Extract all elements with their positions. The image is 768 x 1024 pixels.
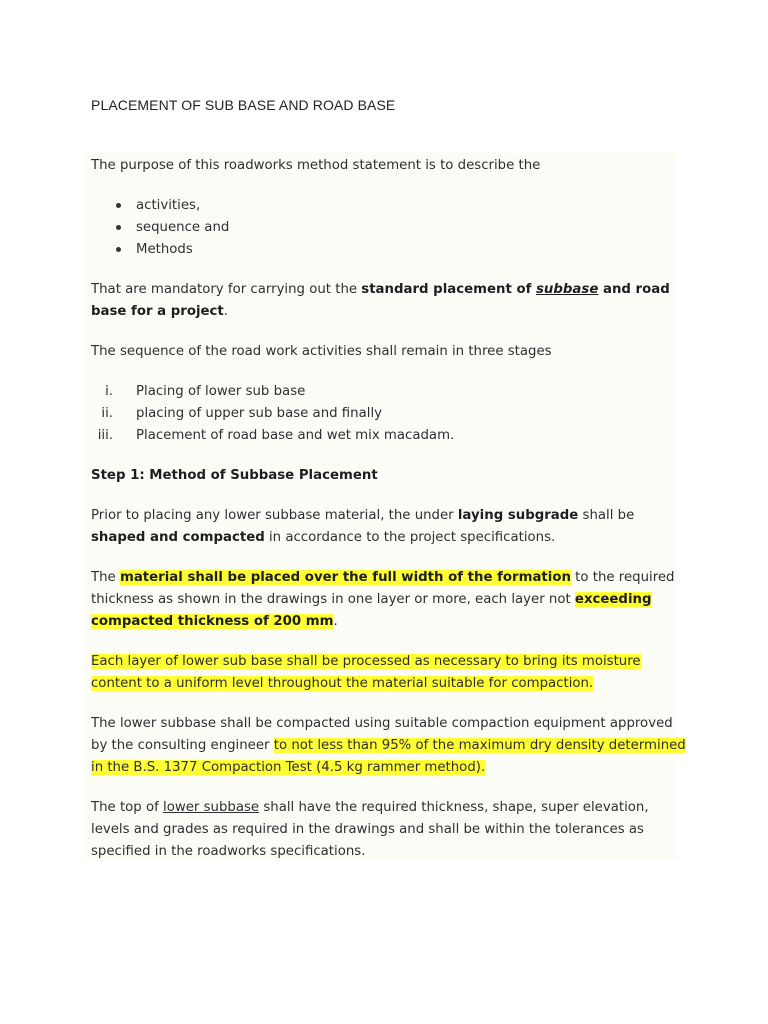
step1-heading-text: Step 1: Method of Subbase Placement bbox=[91, 468, 378, 483]
list-text: Placement of road base and wet mix macadam. bbox=[136, 428, 455, 443]
emphasis-run: subbase bbox=[536, 282, 599, 297]
highlighted-bold-run: material shall be placed over the full width of the formation bbox=[119, 570, 571, 585]
bold-run: standard placement of bbox=[361, 282, 537, 297]
list-item bbox=[91, 425, 691, 447]
compaction-paragraph bbox=[91, 713, 691, 779]
list-item bbox=[91, 403, 691, 425]
intro-paragraph: The purpose of this roadworks method statement is to describe the bbox=[91, 158, 541, 173]
text-run: shall have the required thickness, shape, super elevation, levels and grades as required in the drawings and shall be within the tolerances as specified in the roadworks specifications. bbox=[91, 800, 649, 859]
prior-paragraph bbox=[91, 505, 691, 549]
list-item bbox=[91, 381, 691, 403]
text-run: . bbox=[333, 614, 338, 629]
list-item: Methods bbox=[91, 239, 691, 261]
highlighted-bold-run: exceeding compacted thickness of 200 mm bbox=[91, 592, 652, 629]
mandatory-paragraph bbox=[91, 279, 691, 323]
text-run: The lower subbase shall be compacted using suitable compaction equipment approved by the consulting engineer bbox=[91, 716, 673, 753]
bold-run: laying subgrade bbox=[457, 508, 579, 523]
text-run: That are mandatory for carrying out the bbox=[91, 282, 362, 297]
list-number: i. bbox=[105, 384, 113, 399]
document-content bbox=[91, 95, 691, 863]
list-number: ii. bbox=[101, 406, 113, 421]
text-run: The top of bbox=[91, 800, 164, 815]
bold-run: shaped and compacted bbox=[91, 530, 265, 545]
text-run: shall be bbox=[578, 508, 635, 523]
list-item: activities, bbox=[91, 195, 691, 217]
step1-heading bbox=[91, 465, 691, 487]
activities-list bbox=[91, 195, 691, 261]
bold-run: and road base for a project bbox=[91, 282, 670, 319]
text-run: to the required thickness as shown in the drawings in one layer or more, each layer not bbox=[91, 570, 675, 607]
list-item: sequence and bbox=[91, 217, 691, 239]
stages-list bbox=[91, 381, 691, 447]
highlighted-run: Each layer of lower sub base shall be processed as necessary to bring its moisture content to a uniform level throughout the material suitable for compaction. bbox=[91, 654, 641, 691]
text-run: The bbox=[91, 570, 120, 585]
material-paragraph bbox=[91, 567, 691, 633]
sequence-paragraph: The sequence of the road work activities shall remain in three stages bbox=[91, 344, 552, 359]
list-number: iii. bbox=[97, 428, 113, 443]
document-title: PLACEMENT OF SUB BASE AND ROAD BASE bbox=[91, 97, 396, 113]
list-text: Placing of lower sub base bbox=[136, 384, 306, 399]
text-run: Prior to placing any lower subbase material, the under bbox=[91, 508, 458, 523]
each-layer-paragraph bbox=[91, 651, 691, 695]
top-paragraph bbox=[91, 797, 691, 863]
list-text: placing of upper sub base and finally bbox=[136, 406, 383, 421]
underlined-run: lower subbase bbox=[163, 800, 260, 815]
text-run: in accordance to the project specifications. bbox=[264, 530, 556, 545]
highlighted-run: to not less than 95% of the maximum dry density determined in the B.S. 1377 Compaction Test (4.5 kg rammer method). bbox=[91, 738, 686, 775]
text-run: . bbox=[223, 304, 229, 319]
